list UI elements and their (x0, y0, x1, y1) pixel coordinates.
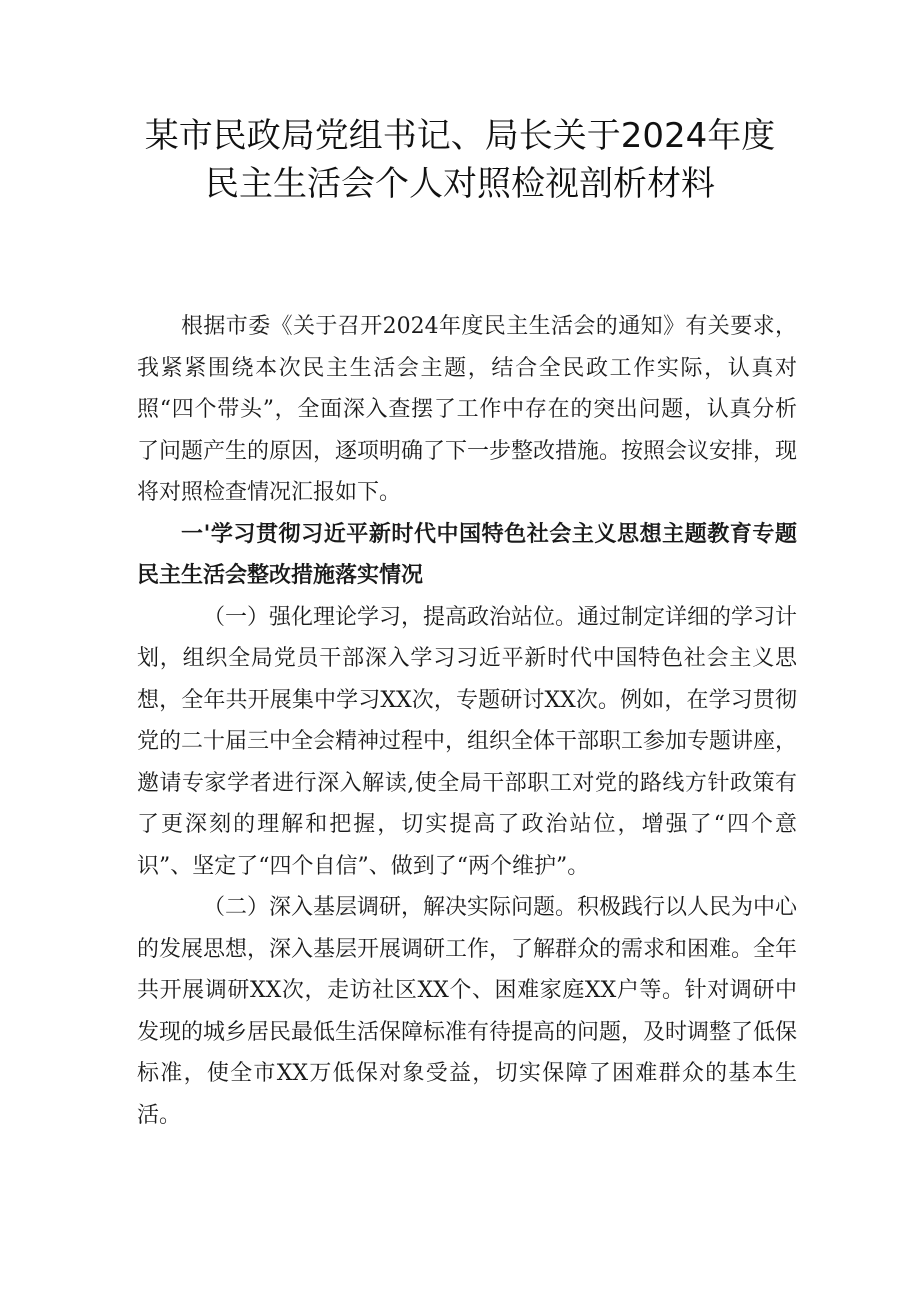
document-title (0, 112, 920, 208)
subsection-paragraph-1: （一）强化理论学习，提高政治站位。通过制定详细的学习计划，组织全局党员干部深入学习习近平新时代中国特色社会主义思想，全年共开展集中学习XX次，专题研讨XX次。例如，在学习贯彻党的二十届三中全会精神过程中，组织全体干部职工参加专题讲座，邀请专家学者进行深入解读,使全局干部职工对党的路线方针政策有了更深刻的理解和把握，切实提高了政治站位，增强了“四个意识”、坚定了“四个自信”、做到了“两个维护”。 (137, 604, 798, 879)
title-line-2: 民主生活会个人对照检视剖析材料 (205, 164, 715, 204)
title-line-1: 某市民政局党组书记、局长关于2024年度 (144, 116, 776, 156)
document-body (137, 306, 797, 1136)
intro-paragraph: 根据市委《关于召开2024年度民主生活会的通知》有关要求，我紧紧围绕本次民主生活会主题，结合全民政工作实际，认真对照“四个带头”，全面深入查摆了工作中存在的突出问题，认真分析了问题产生的原因，逐项明确了下一步整改措施。按照会议安排，现将对照检查情况汇报如下。 (137, 314, 798, 505)
section-heading-1: 一'学习贯彻习近平新时代中国特色社会主义思想主题教育专题民主生活会整改措施落实情况 (137, 520, 797, 588)
subsection-paragraph-2: （二）深入基层调研，解决实际问题。积极践行以人民为中心的发展思想，深入基层开展调研工作，了解群众的需求和困难。全年共开展调研XX次，走访社区XX个、困难家庭XX户等。针对调研中发现的城乡居民最低生活保障标准有待提高的问题，及时调整了低保标准，使全市XX万低保对象受益，切实保障了困难群众的基本生活。 (137, 895, 798, 1128)
